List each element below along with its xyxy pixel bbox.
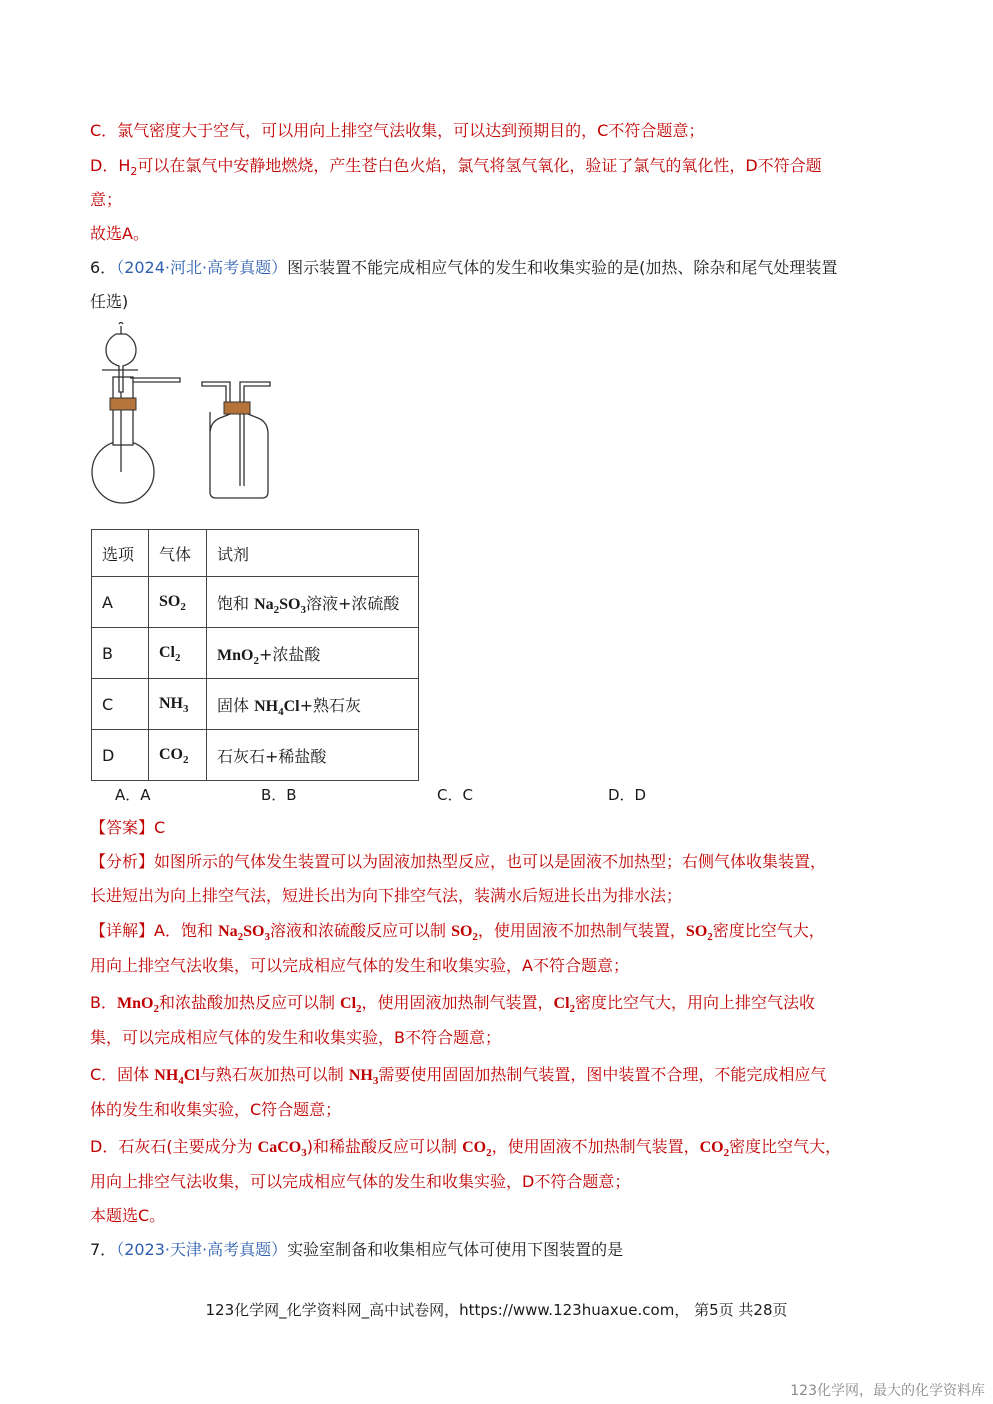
options-table (91, 529, 419, 781)
detail-a-line-2: 用向上排空气法收集，可以完成相应气体的发生和收集实验，A不符合题意； (90, 956, 629, 975)
q6-text: 图示装置不能完成相应气体的发生和收集实验的是(加热、除杂和尾气处理装置 (287, 258, 838, 277)
table-row (92, 577, 419, 628)
row-reagent: MnO$_2$+浓盐酸 (207, 628, 419, 679)
q6-number: 6． (90, 258, 117, 277)
prev-d-sub: 2 (130, 165, 138, 179)
analysis-line-2: 长进短出为向上排空气法，短进长出为向下排空气法，装满水后短进长出为排水法； (90, 886, 683, 905)
analysis-label: 【分析】 (90, 852, 155, 871)
detail-b-line-1: B．MnO$_2$和浓盐酸加热反应可以制 $Cl_2$，使用固液加热制气装置，$Cl_2$密度比空气大，用向上排空气法收 (90, 993, 816, 1016)
table-row (92, 628, 419, 679)
site-watermark: 123化学网，最大的化学资料库 (790, 1383, 985, 1399)
prev-option-d (90, 155, 822, 177)
q7-number: 7． (90, 1240, 117, 1259)
table-header-row (92, 530, 419, 577)
choice-c[interactable]: C．C (437, 786, 473, 804)
row-option: B (92, 628, 149, 679)
prev-choose: 故选A。 (90, 224, 149, 243)
choice-a[interactable]: A．A (115, 786, 151, 804)
collection-bottle (210, 406, 268, 498)
q7-text: 实验室制备和收集相应气体可使用下图装置的是 (287, 1240, 624, 1259)
row-gas: $CO_2$ (149, 730, 207, 781)
header-reagent: 试剂 (207, 530, 419, 577)
q7-stem (90, 1239, 623, 1261)
flask-stopper (110, 398, 136, 410)
q6-stem (90, 257, 837, 279)
answer-value: C (154, 818, 166, 837)
row-option: A (92, 577, 149, 628)
prev-d-text-b: 可以在氯气中安静地燃烧，产生苍白色火焰，氯气将氢气氧化，验证了氯气的氧化性，D不符合题 (137, 156, 822, 175)
prev-option-d-cont: 意； (90, 190, 123, 209)
analysis-text: 如图所示的气体发生装置可以为固液加热型反应，也可以是固液不加热型；右侧气体收集装置， (154, 852, 827, 871)
answer-line (90, 817, 165, 839)
detail-b-line-2: 集，可以完成相应气体的发生和收集实验，B不符合题意； (90, 1028, 501, 1047)
row-gas: $SO_2$ (149, 577, 207, 628)
detail-end: 本题选C。 (90, 1206, 166, 1225)
row-option: D (92, 730, 149, 781)
round-flask (92, 441, 154, 503)
detail-c-line-1: C．固体 $NH_4Cl$与熟石灰加热可以制 $NH_3$需要使用固固加热制气装置，图中装置不合理，不能完成相应气 (90, 1065, 827, 1088)
choice-b[interactable]: B．B (261, 786, 297, 804)
table-row (92, 679, 419, 730)
row-gas: $NH_3$ (149, 679, 207, 730)
header-gas: 气体 (149, 530, 207, 577)
q6-source: （2024·河北·高考真题） (116, 258, 288, 277)
q6-stem-cont: 任选) (90, 292, 129, 311)
header-option: 选项 (92, 530, 149, 577)
analysis-line-1 (90, 851, 826, 873)
detail-c-line-2: 体的发生和收集实验，C符合题意； (90, 1100, 342, 1119)
page-footer: 123化学网_化学资料网_高中试卷网，https://www.123huaxue.com， 第5页 共28页 (205, 1301, 788, 1319)
detail-label: 【详解】 (90, 921, 155, 940)
prev-d-text-a: D．H (90, 156, 131, 175)
detail-a-line-1: 【详解】A．饱和 $Na_2SO_3$溶液和浓硫酸反应可以制 $SO_2$，使用固液不加热制气装置，$SO_2$密度比空气大， (90, 921, 825, 944)
detail-d-line-2: 用向上排空气法收集，可以完成相应气体的发生和收集实验，D不符合题意； (90, 1172, 631, 1191)
apparatus-figure (88, 322, 278, 504)
q7-source: （2023·天津·高考真题） (116, 1240, 288, 1259)
row-gas: $Cl_2$ (149, 628, 207, 679)
row-reagent: 固体 $NH_4Cl+$熟石灰 (207, 679, 419, 730)
table-row (92, 730, 419, 781)
row-reagent: 石灰石+稀盐酸 (207, 730, 419, 781)
choice-d[interactable]: D．D (608, 786, 647, 804)
row-option: C (92, 679, 149, 730)
answer-label: 【答案】 (90, 818, 155, 837)
detail-d-line-1: D．石灰石(主要成分为 CaCO$_3$)和稀盐酸反应可以制 $CO_2$，使用固液不加热制气装置，$CO_2$密度比空气大， (90, 1137, 842, 1160)
prev-option-c: C．氯气密度大于空气，可以用向上排空气法收集，可以达到预期目的，C不符合题意； (90, 121, 705, 140)
bottle-stopper (224, 402, 250, 414)
row-reagent: 饱和 $Na_2SO_3$溶液+浓硫酸 (207, 577, 419, 628)
